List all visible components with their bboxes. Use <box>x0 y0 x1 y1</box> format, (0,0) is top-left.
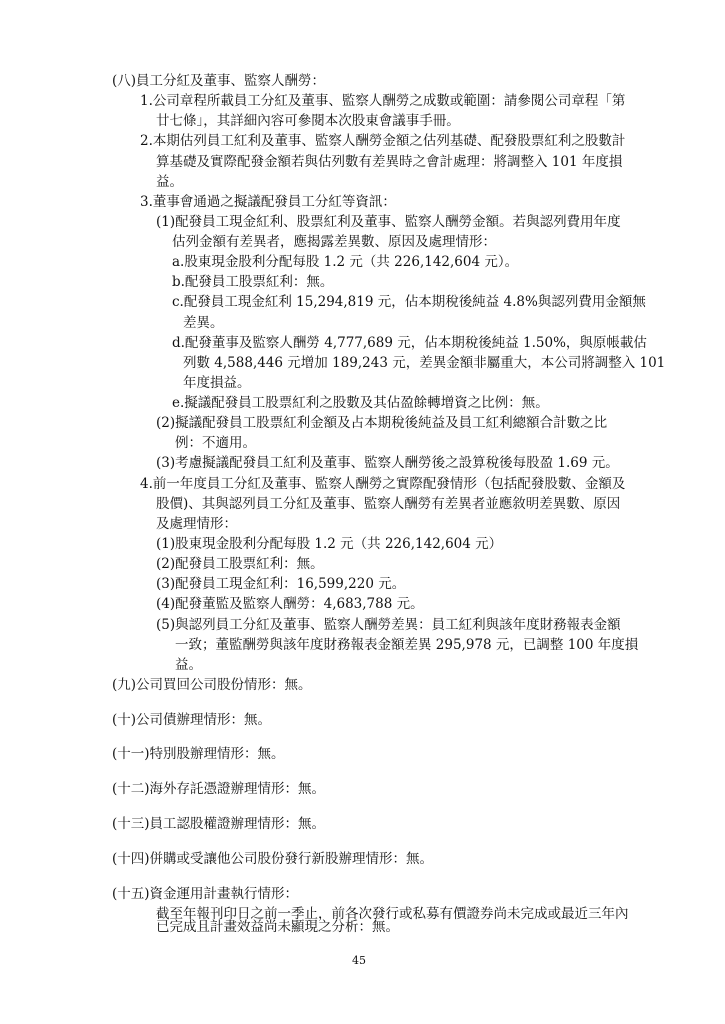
item-4-2: (2)配發員工股票紅利：無。 <box>156 556 324 572</box>
item-3-1-line-1: (1)配發員工現金紅利、股票紅利及董事、監察人酬勞金額。若與認列費用年度 <box>156 214 621 230</box>
item-4-1: (1)股東現金股利分配每股 1.2 元（共 226,142,604 元） <box>156 536 503 552</box>
item-4-line-1: 4.前一年度員工分紅及董事、監察人酬勞之實際配發情形（包括配發股數、金額及 <box>140 476 626 492</box>
section-15-heading: (十五)資金運用計畫執行情形： <box>112 886 299 902</box>
item-4-5-line-3: 益。 <box>175 657 202 673</box>
item-3-1-a: a.股東現金股利分配每股 1.2 元（共 226,142,604 元）。 <box>172 254 519 270</box>
item-3-2-line-2: 例：不適用。 <box>175 435 256 451</box>
item-4-4: (4)配發董監及監察人酬勞：4,683,788 元。 <box>156 596 424 612</box>
item-3-1-e: e.擬議配發員工股票紅利之股數及其佔盈餘轉增資之比例：無。 <box>172 395 549 411</box>
item-3-1-d-line-3: 年度損益。 <box>183 375 251 391</box>
section-15-body-line-1: 截至年報刊印日之前一季止，前各次發行或私募有價證券尚未完成或最近三年內 <box>156 906 629 922</box>
item-3-1-d-line-1: d.配發董事及監察人酬勞 4,777,689 元，佔本期稅後純益 1.50%，與原帳載估 <box>172 335 647 351</box>
item-3-1-c-line-2: 差異。 <box>183 315 224 331</box>
item-2-line-3: 益。 <box>156 174 183 190</box>
item-2-line-2: 算基礎及實際配發金額若與估列數有差異時之會計處理：將調整入 101 年度損 <box>156 154 623 170</box>
item-4-5-line-1: (5)與認列員工分紅及董事、監察人酬勞差異：員工紅利與該年度財務報表金額 <box>156 617 621 633</box>
item-2-line-1: 2.本期估列員工紅利及董事、監察人酬勞金額之估列基礎、配發股票紅利之股數計 <box>140 133 626 149</box>
section-8-heading: (八)員工分紅及董事、監察人酬勞： <box>112 73 326 89</box>
section-15-body-line-2: 已完成且計畫效益尚未顯現之分析：無。 <box>156 919 399 935</box>
section-10: (十)公司債辦理情形：無。 <box>112 712 272 728</box>
section-11: (十一)特別股辦理情形：無。 <box>112 746 285 762</box>
item-4-5-line-2: 一致；董監酬勞與該年度財務報表金額差異 295,978 元，已調整 100 年度損 <box>175 637 639 653</box>
item-4-line-3: 及處理情形： <box>156 516 237 532</box>
section-14: (十四)併購或受讓他公司股份發行新股辦理情形：無。 <box>112 851 434 867</box>
item-1-line-1: 1.公司章程所載員工分紅及董事、監察人酬勞之成數或範圍：請參閱公司章程「第 <box>140 93 626 109</box>
item-1-line-2: 廿七條」，其詳細內容可參閱本次股東會議事手冊。 <box>156 113 460 129</box>
page-number: 45 <box>352 954 366 967</box>
item-3-1-c-line-1: c.配發員工現金紅利 15,294,819 元，佔本期稅後純益 4.8%與認列費用金額無 <box>172 294 646 310</box>
section-12: (十二)海外存託憑證辦理情形：無。 <box>112 781 326 797</box>
item-3-1-b: b.配發員工股票紅利：無。 <box>172 274 334 290</box>
section-9: (九)公司買回公司股份情形：無。 <box>112 677 312 693</box>
item-4-line-2: 股價)、其與認列員工分紅及董事、監察人酬勞有差異者並應敘明差異數、原因 <box>156 496 621 512</box>
item-3-2-line-1: (2)擬議配發員工股票紅利金額及占本期稅後純益及員工紅利總額合計數之比 <box>156 415 608 431</box>
item-4-3: (3)配發員工現金紅利：16,599,220 元。 <box>156 576 406 592</box>
item-3-3: (3)考慮擬議配發員工紅利及董事、監察人酬勞後之設算稅後每股盈 1.69 元。 <box>156 455 619 471</box>
section-13: (十三)員工認股權證辦理情形：無。 <box>112 816 326 832</box>
item-3-1-line-2: 估列金額有差異者，應揭露差異數、原因及處理情形： <box>172 234 496 250</box>
item-3-1-d-line-2: 列數 4,588,446 元增加 189,243 元，差異金額非屬重大，本公司將調整入 101 <box>183 355 666 371</box>
item-3-heading: 3.董事會通過之擬議配發員工分紅等資訊： <box>140 194 396 210</box>
